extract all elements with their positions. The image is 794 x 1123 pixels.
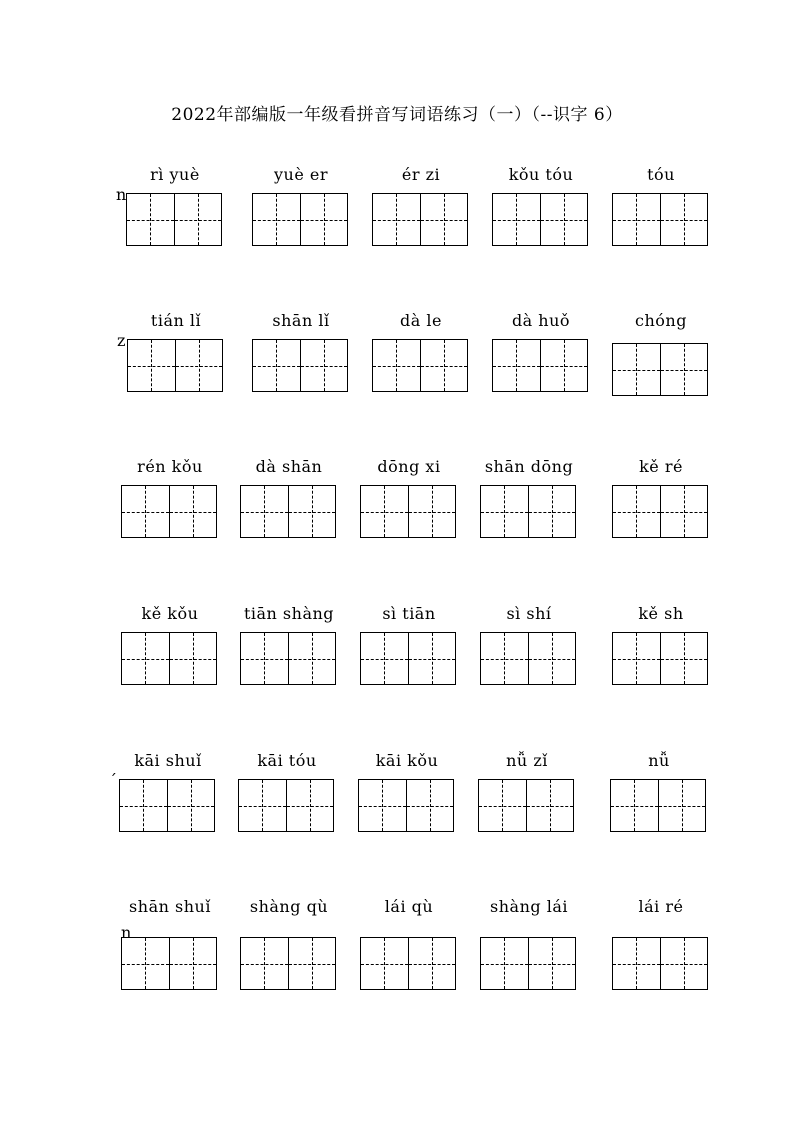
- tianzige-cell[interactable]: [661, 937, 709, 990]
- word-item: [121, 897, 217, 1007]
- writing-grid[interactable]: [480, 632, 576, 684]
- tianzige-cell[interactable]: [480, 485, 529, 538]
- tianzige-cell[interactable]: [529, 937, 577, 990]
- writing-grid[interactable]: [240, 485, 336, 537]
- writing-grid[interactable]: [372, 193, 468, 245]
- writing-grid[interactable]: [121, 485, 217, 537]
- word-item: [478, 751, 574, 861]
- word-item: [492, 165, 588, 275]
- pinyin-label: kǒu tóu: [508, 165, 574, 184]
- word-item: [109, 751, 215, 861]
- pinyin-overflow: n: [116, 185, 127, 204]
- pinyin-overflow: z: [117, 331, 126, 350]
- pinyin-label: kāi tóu: [257, 751, 317, 770]
- writing-grid[interactable]: [252, 339, 348, 391]
- pinyin-overflow: n: [121, 923, 132, 942]
- tianzige-cell[interactable]: [659, 779, 707, 832]
- tianzige-cell[interactable]: [612, 485, 661, 538]
- word-item: [480, 897, 576, 1007]
- tianzige-cell[interactable]: [127, 339, 176, 392]
- writing-grid[interactable]: [478, 779, 574, 831]
- word-item: [116, 165, 222, 275]
- word-item: [252, 165, 348, 275]
- exercise-row: [0, 457, 794, 567]
- writing-grid[interactable]: [612, 937, 708, 989]
- tianzige-cell[interactable]: [478, 779, 527, 832]
- tianzige-cell[interactable]: [360, 632, 409, 685]
- tianzige-cell[interactable]: [126, 193, 175, 246]
- pinyin-label: sì shí: [506, 604, 552, 623]
- tianzige-cell[interactable]: [407, 779, 455, 832]
- writing-grid[interactable]: [492, 339, 588, 391]
- pinyin-label: ér zi: [401, 165, 441, 184]
- word-item: [121, 604, 217, 714]
- tianzige-cell[interactable]: [541, 193, 589, 246]
- tianzige-cell[interactable]: [421, 193, 469, 246]
- word-item: [117, 311, 223, 421]
- word-item: [372, 311, 468, 421]
- pinyin-label: shān lǐ: [272, 311, 330, 330]
- tianzige-cell[interactable]: [170, 485, 218, 538]
- writing-grid[interactable]: [480, 485, 576, 537]
- writing-grid[interactable]: [372, 339, 468, 391]
- tianzige-cell[interactable]: [121, 485, 170, 538]
- word-item: [480, 457, 576, 567]
- tianzige-cell[interactable]: [252, 339, 301, 392]
- pinyin-label: lái ré: [638, 897, 684, 916]
- tianzige-cell[interactable]: [529, 485, 577, 538]
- pinyin-label: chóng: [635, 311, 687, 330]
- writing-grid[interactable]: [119, 779, 215, 831]
- writing-grid[interactable]: [121, 632, 217, 684]
- tianzige-cell[interactable]: [240, 937, 289, 990]
- pinyin-label: sì tiān: [382, 604, 436, 623]
- word-item: [610, 751, 706, 861]
- pinyin-label: dōng xi: [377, 457, 441, 476]
- writing-grid[interactable]: [360, 632, 456, 684]
- writing-grid[interactable]: [492, 193, 588, 245]
- tianzige-cell[interactable]: [287, 779, 335, 832]
- writing-grid[interactable]: [612, 193, 708, 245]
- pinyin-label: kě sh: [638, 604, 684, 623]
- writing-grid[interactable]: [612, 343, 708, 395]
- word-item: [612, 457, 708, 567]
- pinyin-label: yuè er: [273, 165, 328, 184]
- tianzige-cell[interactable]: [121, 632, 170, 685]
- word-item: [360, 457, 456, 567]
- tianzige-cell[interactable]: [661, 632, 709, 685]
- word-item: [360, 604, 456, 714]
- tianzige-cell[interactable]: [168, 779, 216, 832]
- writing-grid[interactable]: [360, 937, 456, 989]
- word-item: [612, 165, 708, 275]
- word-item: [240, 604, 336, 714]
- pinyin-label: shàng lái: [490, 897, 568, 916]
- tianzige-cell[interactable]: [301, 339, 349, 392]
- tianzige-cell[interactable]: [527, 779, 575, 832]
- pinyin-label: nǚ zǐ: [506, 751, 548, 770]
- tianzige-cell[interactable]: [529, 632, 577, 685]
- tianzige-cell[interactable]: [492, 339, 541, 392]
- writing-grid[interactable]: [610, 779, 706, 831]
- tianzige-cell[interactable]: [119, 779, 168, 832]
- tianzige-cell[interactable]: [409, 937, 457, 990]
- word-item: [240, 457, 336, 567]
- tianzige-cell[interactable]: [409, 485, 457, 538]
- pinyin-label: tóu: [647, 165, 675, 184]
- tianzige-cell[interactable]: [240, 485, 289, 538]
- pinyin-label: dà le: [400, 311, 442, 330]
- writing-grid[interactable]: [121, 937, 217, 989]
- exercise-row: [0, 311, 794, 421]
- tianzige-cell[interactable]: [409, 632, 457, 685]
- writing-grid[interactable]: [127, 339, 223, 391]
- writing-grid[interactable]: [612, 485, 708, 537]
- tianzige-cell[interactable]: [175, 193, 223, 246]
- word-item: [238, 751, 334, 861]
- pinyin-label: lái qù: [384, 897, 434, 916]
- pinyin-overflow: ´: [109, 771, 117, 790]
- writing-grid[interactable]: [126, 193, 222, 245]
- tianzige-cell[interactable]: [170, 632, 218, 685]
- writing-grid[interactable]: [240, 937, 336, 989]
- tianzige-cell[interactable]: [372, 339, 421, 392]
- word-item: [121, 457, 217, 567]
- pinyin-label: tián lǐ: [150, 311, 202, 330]
- tianzige-cell[interactable]: [612, 343, 661, 396]
- tianzige-cell[interactable]: [238, 779, 287, 832]
- pinyin-label: rì yuè: [150, 165, 200, 184]
- tianzige-cell[interactable]: [480, 632, 529, 685]
- writing-grid[interactable]: [360, 485, 456, 537]
- pinyin-label: tiān shàng: [243, 604, 335, 623]
- word-item: [372, 165, 468, 275]
- tianzige-cell[interactable]: [612, 632, 661, 685]
- writing-grid[interactable]: [612, 632, 708, 684]
- tianzige-cell[interactable]: [360, 485, 409, 538]
- word-item: [358, 751, 454, 861]
- pinyin-label: dà shān: [255, 457, 323, 476]
- pinyin-label: dà huǒ: [511, 311, 571, 330]
- pinyin-label: kāi shuǐ: [134, 751, 202, 770]
- word-item: [240, 897, 336, 1007]
- pinyin-label: shān dōng: [484, 457, 574, 476]
- tianzige-cell[interactable]: [170, 937, 218, 990]
- tianzige-cell[interactable]: [289, 632, 337, 685]
- tianzige-cell[interactable]: [661, 193, 709, 246]
- tianzige-cell[interactable]: [480, 937, 529, 990]
- tianzige-cell[interactable]: [372, 193, 421, 246]
- word-item: [252, 311, 348, 421]
- tianzige-cell[interactable]: [252, 193, 301, 246]
- pinyin-label: rén kǒu: [137, 457, 203, 476]
- tianzige-cell[interactable]: [176, 339, 224, 392]
- tianzige-cell[interactable]: [661, 485, 709, 538]
- tianzige-cell[interactable]: [360, 937, 409, 990]
- writing-grid[interactable]: [240, 632, 336, 684]
- writing-grid[interactable]: [252, 193, 348, 245]
- page-title: 2022年部编版一年级看拼音写词语练习（一）（--识字 6）: [171, 105, 623, 125]
- word-item: [480, 604, 576, 714]
- pinyin-label: nǚ: [648, 751, 670, 770]
- exercise-row: [0, 604, 794, 714]
- pinyin-label: kāi kǒu: [375, 751, 439, 770]
- word-item: [612, 897, 708, 1007]
- writing-grid[interactable]: [480, 937, 576, 989]
- word-item: [612, 311, 708, 421]
- pinyin-label: kě ré: [639, 457, 683, 476]
- tianzige-cell[interactable]: [421, 339, 469, 392]
- exercise-row: [0, 897, 794, 1007]
- tianzige-cell[interactable]: [612, 937, 661, 990]
- exercise-row: [0, 165, 794, 275]
- tianzige-cell[interactable]: [358, 779, 407, 832]
- pinyin-label: shàng qù: [249, 897, 329, 916]
- tianzige-cell[interactable]: [121, 937, 170, 990]
- tianzige-cell[interactable]: [610, 779, 659, 832]
- word-item: [492, 311, 588, 421]
- writing-grid[interactable]: [238, 779, 334, 831]
- tianzige-cell[interactable]: [289, 937, 337, 990]
- tianzige-cell[interactable]: [301, 193, 349, 246]
- tianzige-cell[interactable]: [661, 343, 709, 396]
- pinyin-label: kě kǒu: [141, 604, 199, 623]
- tianzige-cell[interactable]: [541, 339, 589, 392]
- writing-grid[interactable]: [358, 779, 454, 831]
- tianzige-cell[interactable]: [492, 193, 541, 246]
- word-item: [612, 604, 708, 714]
- pinyin-label: shān shuǐ: [129, 897, 211, 916]
- word-item: [360, 897, 456, 1007]
- tianzige-cell[interactable]: [240, 632, 289, 685]
- tianzige-cell[interactable]: [612, 193, 661, 246]
- exercise-row: [0, 751, 794, 861]
- tianzige-cell[interactable]: [289, 485, 337, 538]
